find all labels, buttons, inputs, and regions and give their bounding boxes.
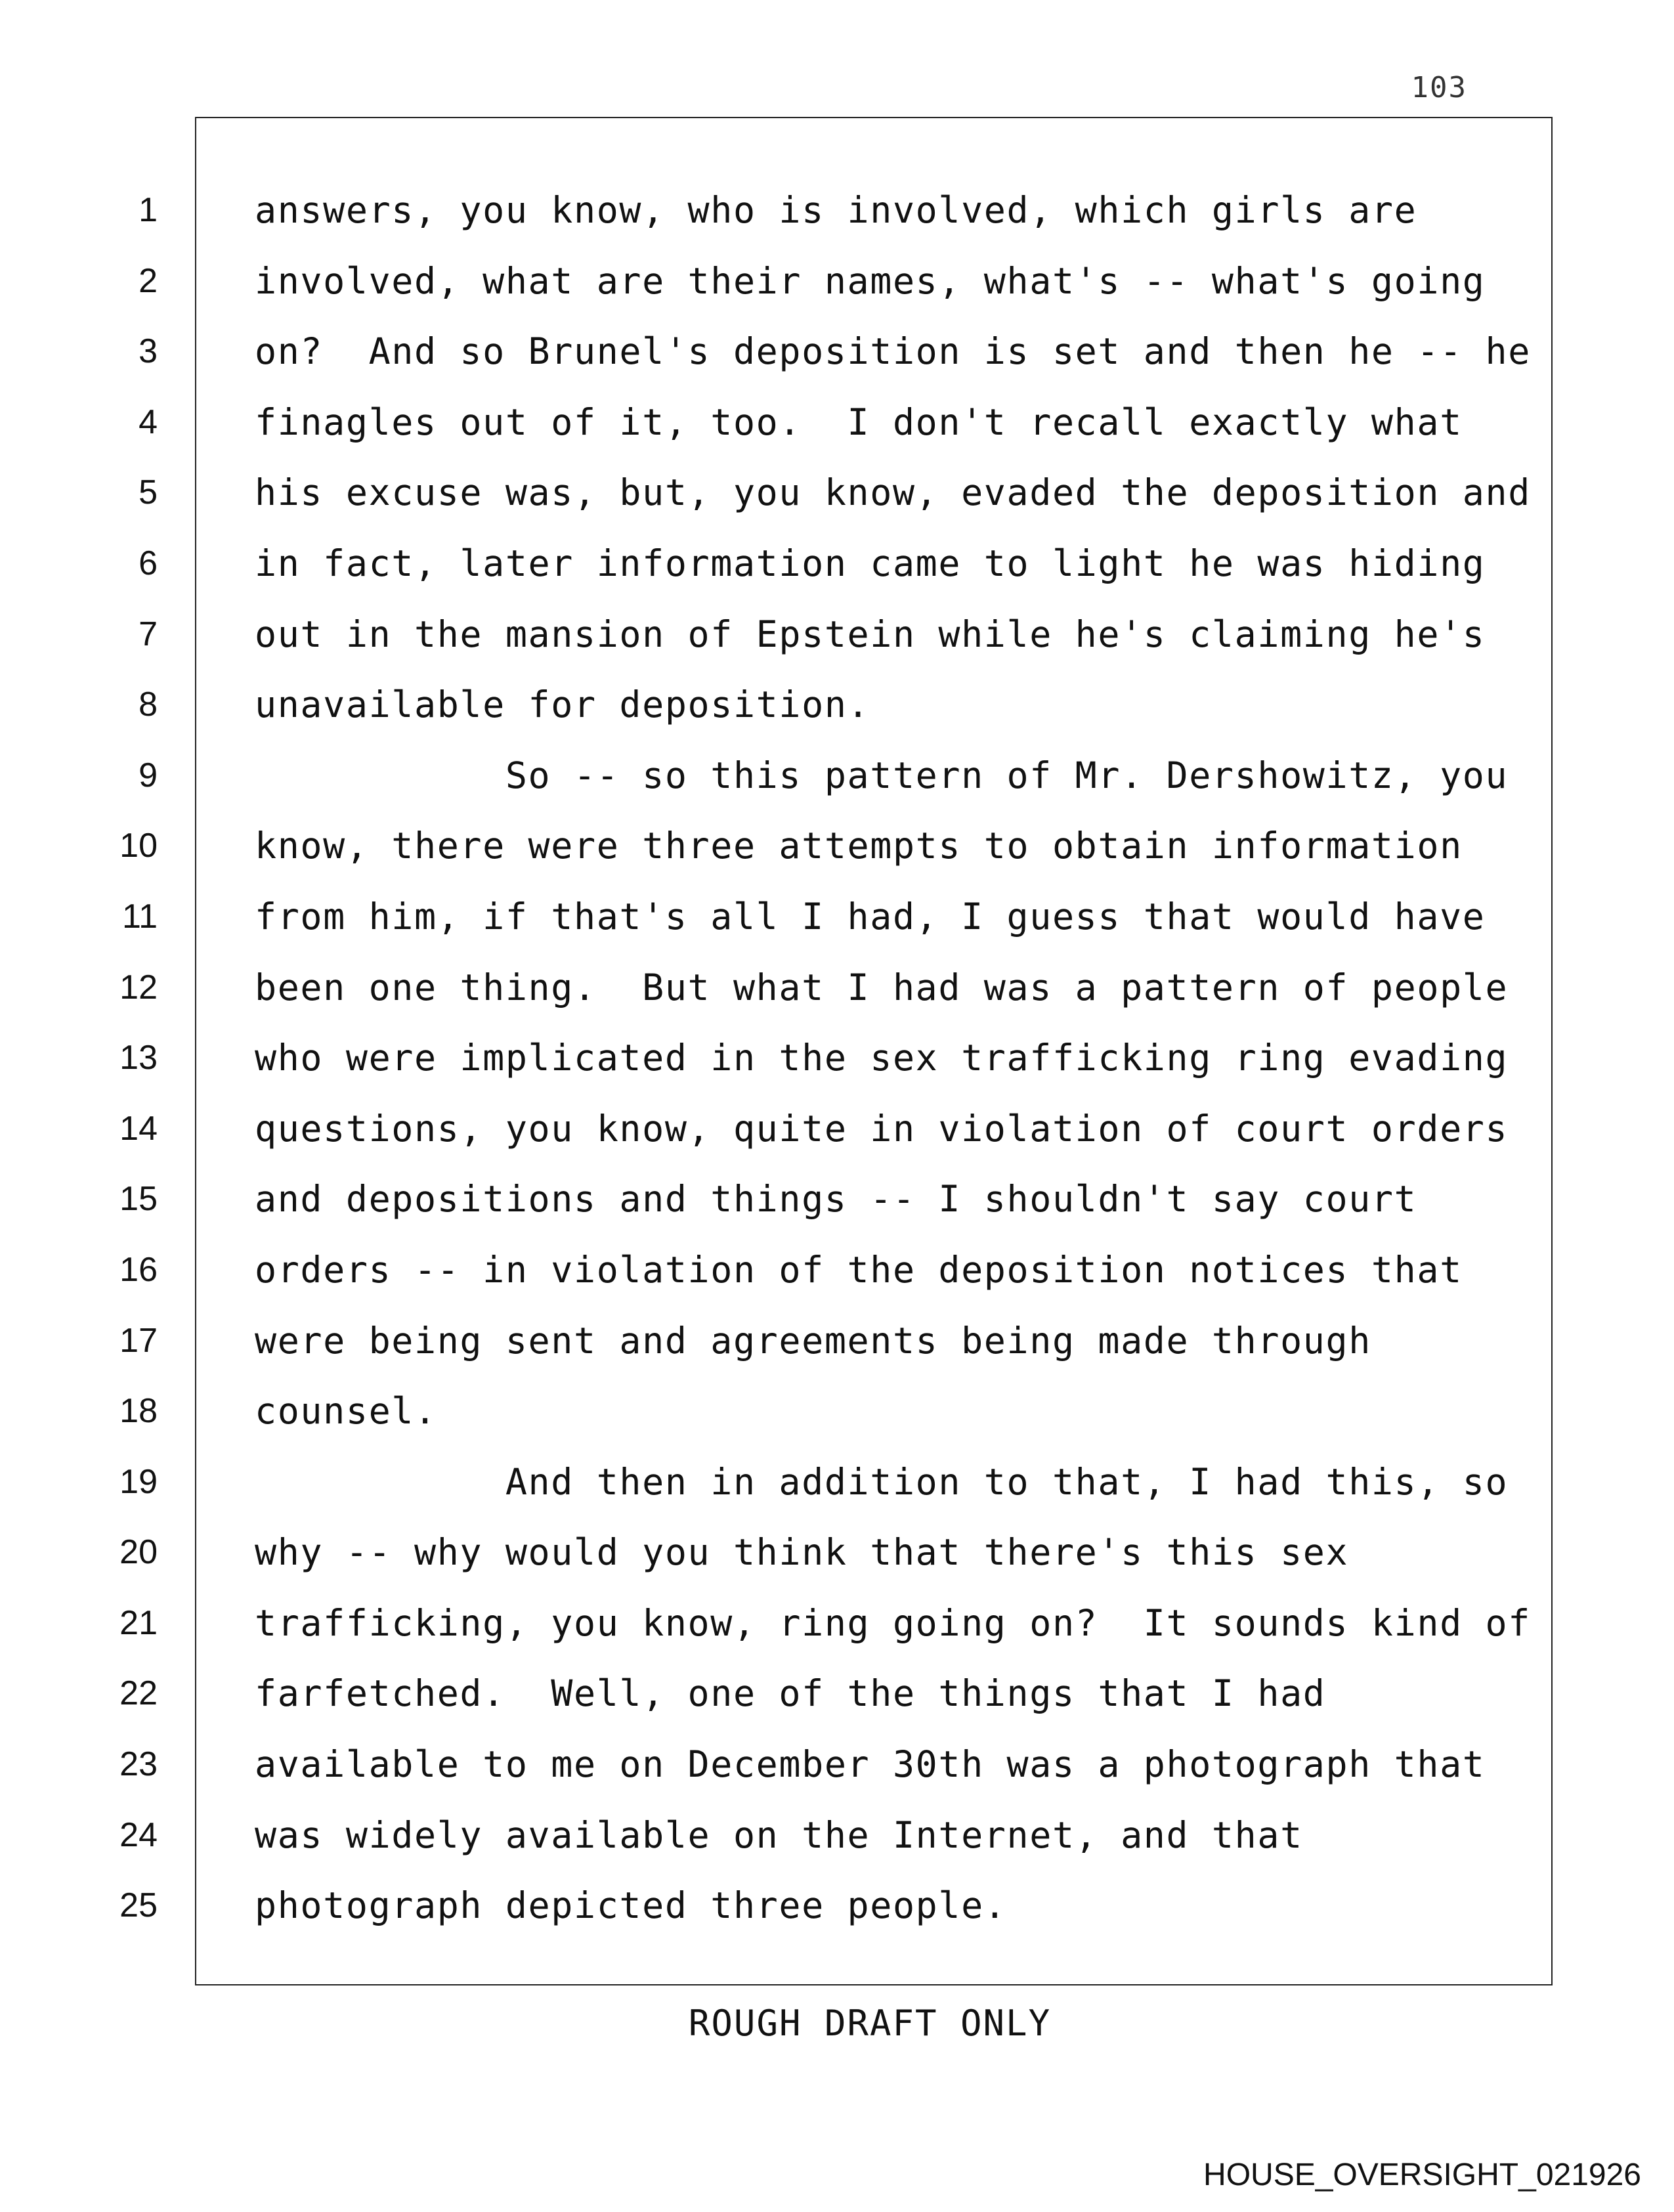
transcript-line: photograph depicted three people. — [255, 1884, 1007, 1927]
line-number: 2 — [139, 261, 158, 300]
transcript-line: available to me on December 30th was a photograph that — [255, 1743, 1486, 1786]
line-number: 25 — [119, 1886, 158, 1925]
line-number: 19 — [119, 1462, 158, 1501]
transcript-line: been one thing. But what I had was a pattern of people — [255, 966, 1509, 1008]
transcript-line: from him, if that's all I had, I guess that would have — [255, 895, 1486, 938]
line-number: 1 — [139, 191, 158, 229]
line-number: 21 — [119, 1603, 158, 1642]
transcript-line: and depositions and things -- I shouldn't say court — [255, 1178, 1417, 1221]
transcript-line: farfetched. Well, one of the things that I had — [255, 1672, 1326, 1715]
transcript-line: answers, you know, who is involved, which girls are — [255, 189, 1417, 231]
transcript-line: unavailable for deposition. — [255, 683, 870, 726]
line-numbers-column — [98, 189, 158, 1955]
line-number: 6 — [139, 544, 158, 582]
transcript-line: on? And so Brunel's deposition is set and then he -- he — [255, 330, 1531, 373]
line-number: 20 — [119, 1533, 158, 1572]
line-number: 7 — [139, 615, 158, 653]
line-number: 10 — [119, 827, 158, 865]
transcript-line: know, there were three attempts to obtain information — [255, 825, 1463, 867]
line-number: 8 — [139, 685, 158, 724]
rough-draft-label: ROUGH DRAFT ONLY — [688, 2003, 1052, 2044]
line-number: 11 — [122, 897, 158, 936]
transcript-line: out in the mansion of Epstein while he's claiming he's — [255, 613, 1486, 655]
transcript-line: orders -- in violation of the deposition notices that — [255, 1248, 1463, 1291]
transcript-line: So -- so this pattern of Mr. Dershowitz, you — [255, 754, 1509, 796]
line-number: 15 — [119, 1180, 158, 1219]
transcript-line: involved, what are their names, what's -- what's going — [255, 259, 1486, 302]
transcript-line: in fact, later information came to light he was hiding — [255, 542, 1486, 584]
transcript-line: questions, you know, quite in violation of court orders — [255, 1107, 1509, 1150]
line-number: 23 — [119, 1745, 158, 1784]
transcript-line: And then in addition to that, I had this, so — [255, 1460, 1509, 1503]
line-number: 9 — [139, 756, 158, 794]
transcript-line: were being sent and agreements being made through — [255, 1319, 1371, 1362]
transcript-line: his excuse was, but, you know, evaded the deposition and — [255, 471, 1531, 514]
line-number: 13 — [119, 1039, 158, 1077]
page-number: 103 — [1411, 71, 1467, 104]
transcript-line: finagles out of it, too. I don't recall exactly what — [255, 401, 1463, 443]
transcript-line: who were implicated in the sex trafficking ring evading — [255, 1037, 1509, 1079]
transcript-line: trafficking, you know, ring going on? It sounds kind of — [255, 1601, 1531, 1644]
bates-number: HOUSE_OVERSIGHT_021926 — [1203, 2158, 1641, 2192]
line-number: 14 — [119, 1109, 158, 1148]
line-number: 17 — [119, 1321, 158, 1360]
transcript-line: why -- why would you think that there's this sex — [255, 1531, 1349, 1574]
transcript-body — [255, 189, 1541, 1955]
line-number: 12 — [119, 968, 158, 1007]
line-number: 24 — [119, 1815, 158, 1854]
line-number: 16 — [119, 1250, 158, 1289]
line-number: 3 — [139, 332, 158, 371]
transcript-line: counsel. — [255, 1390, 437, 1433]
line-number: 18 — [119, 1392, 158, 1431]
line-number: 22 — [119, 1674, 158, 1713]
transcript-line: was widely available on the Internet, and that — [255, 1813, 1303, 1856]
line-number: 4 — [139, 402, 158, 441]
line-number: 5 — [139, 473, 158, 512]
